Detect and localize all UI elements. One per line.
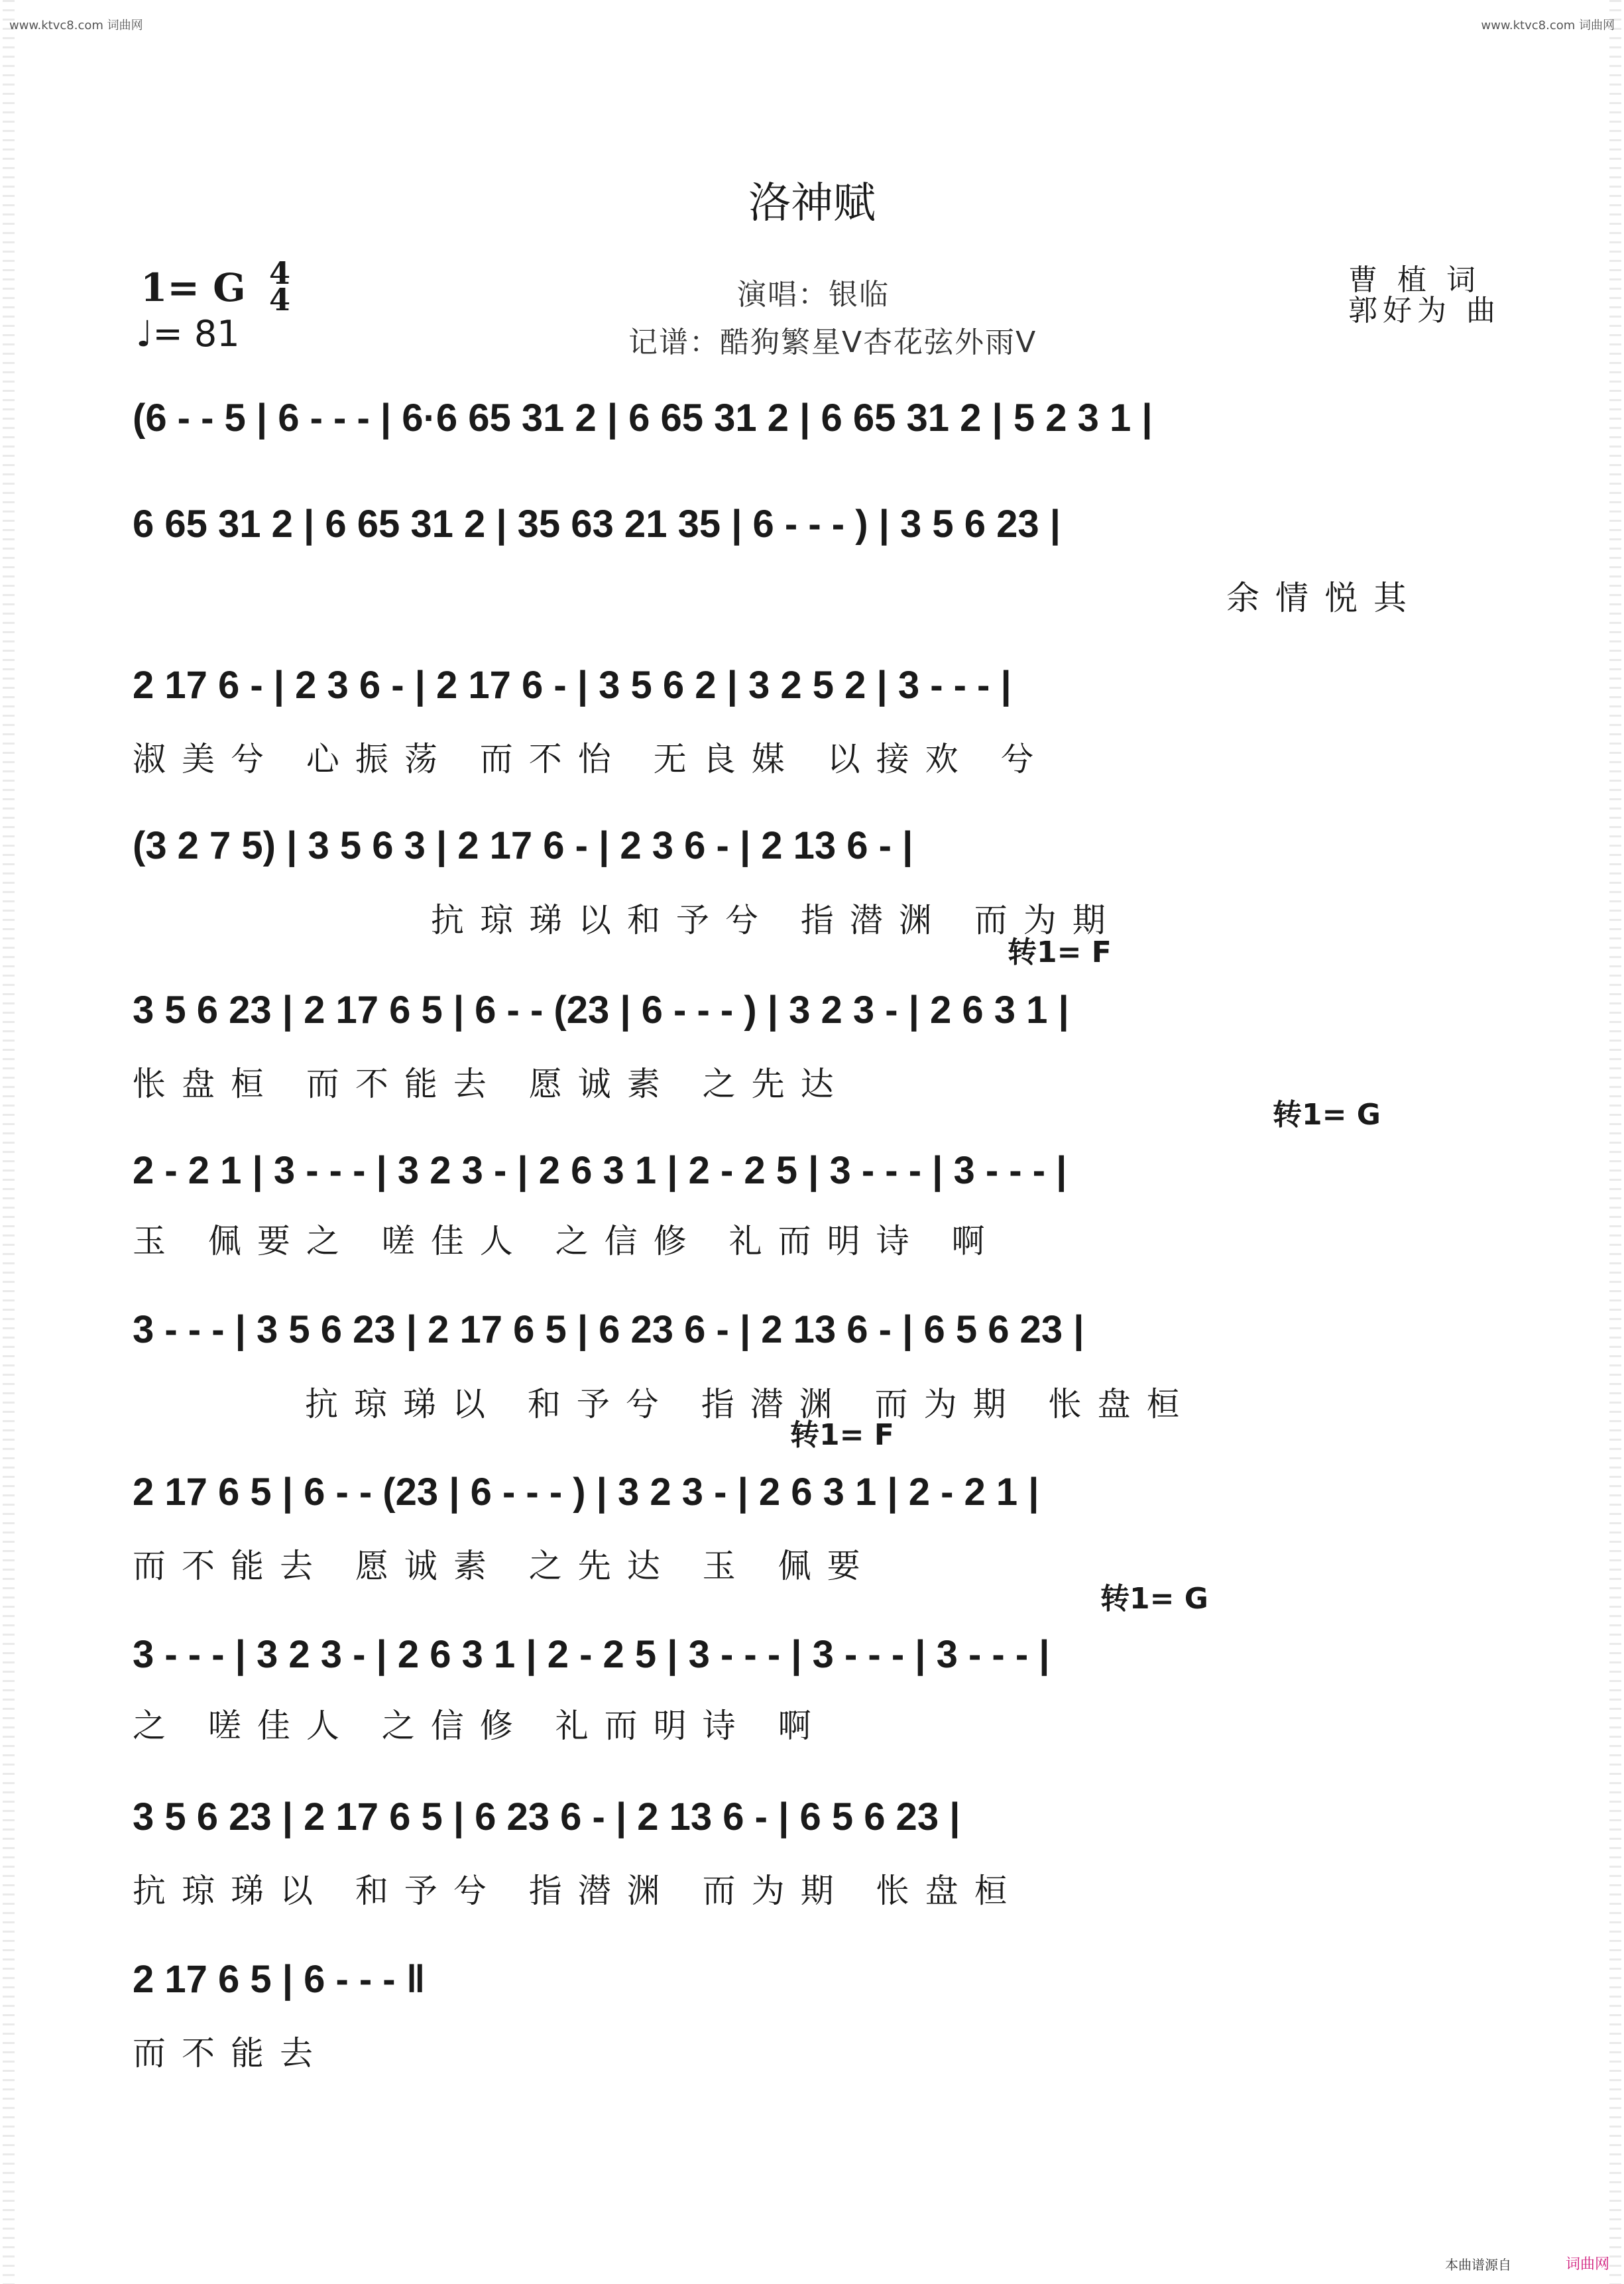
modulation-3: 转1= F [790,1418,894,1452]
right-border-pattern [1609,0,1621,2284]
score-line-1: (6 - - 5 | 6 - - - | 6·6 65 31 2 | 6 65 31 2 | 6 65 31 2 | 5 2 3 1 | [133,396,1153,440]
score-line-2: 6 65 31 2 | 6 65 31 2 | 35 63 21 35 | 6 - - - ) | 3 5 6 23 | [133,502,1061,546]
lyric-line-7: 抗琼珶以 和予兮 指潜渊 而为期 怅盘桓 [305,1385,1196,1423]
score-line-4: (3 2 7 5) | 3 5 6 3 | 2 17 6 - | 2 3 6 - | 2 13 6 - | [133,823,913,867]
score-line-11: 2 17 6 5 | 6 - - - ‖ [133,1957,426,2001]
time-numerator: 4 [268,255,290,291]
lyric-line-3: 淑美兮 心振荡 而不怡 无良媒 以接欢 兮 [133,740,1050,778]
lyric-line-8: 而不能去 愿诚素 之先达 玉 佩要 [133,1547,876,1585]
score-line-7: 3 - - - | 3 5 6 23 | 2 17 6 5 | 6 23 6 - | 2 13 6 - | 6 5 6 23 | [133,1307,1084,1351]
score-line-9: 3 - - - | 3 2 3 - | 2 6 3 1 | 2 - 2 5 | 3 - - - | 3 - - - | 3 - - - | [133,1632,1050,1676]
lyric-line-10: 抗琼珶以 和予兮 指潜渊 而为期 怅盘桓 [133,1872,1023,1910]
lyric-line-9: 之 嗟佳人 之信修 礼而明诗 啊 [133,1707,827,1745]
notation-credit: 记谱：酷狗繁星V杏花弦外雨V [628,326,1037,359]
modulation-1: 转1= F [1008,935,1112,969]
lyricist-credit: 曹 植 词 [1348,263,1481,297]
score-line-6: 2 - 2 1 | 3 - - - | 3 2 3 - | 2 6 3 1 | 2 - 2 5 | 3 - - - | 3 - - - | [133,1148,1067,1192]
lyric-line-4: 抗琼珶以和予兮 指潜渊 而为期 [431,901,1122,939]
site-label-top-left: www.ktvc8.com 词曲网 [9,19,143,32]
score-line-10: 3 5 6 23 | 2 17 6 5 | 6 23 6 - | 2 13 6 - | 6 5 6 23 | [133,1795,960,1838]
site-label-top-right: www.ktvc8.com 词曲网 [1481,19,1615,32]
lyric-line-6: 玉 佩要之 嗟佳人 之信修 礼而明诗 啊 [133,1222,1001,1260]
modulation-4: 转1= G [1100,1582,1208,1616]
footer-site-label: 词曲网 [1566,2256,1610,2273]
score-line-3: 2 17 6 - | 2 3 6 - | 2 17 6 - | 3 5 6 2 | 3 2 5 2 | 3 - - - | [133,663,1012,707]
time-denominator: 4 [268,282,290,318]
score-line-8: 2 17 6 5 | 6 - - (23 | 6 - - - ) | 3 2 3 - | 2 6 3 1 | 2 - 2 1 | [133,1470,1039,1514]
key-signature: 1= G [141,265,246,310]
singer-credit: 演唱：银临 [737,278,890,312]
lyric-line-2: 余情悦其 [1226,579,1422,617]
tempo-marking: ♩= 81 [136,313,240,355]
composer-credit: 郭好为 曲 [1348,294,1501,328]
modulation-2: 转1= G [1273,1098,1381,1132]
score-line-5: 3 5 6 23 | 2 17 6 5 | 6 - - (23 | 6 - - - ) | 3 2 3 - | 2 6 3 1 | [133,988,1069,1032]
time-signature [262,255,297,318]
song-title: 洛神赋 [748,179,876,228]
lyric-line-5: 怅盘桓 而不能去 愿诚素 之先达 [133,1065,850,1103]
footer-source-label: 本曲谱源自 [1445,2257,1511,2273]
lyric-line-11: 而不能去 [133,2034,329,2073]
left-border-pattern [3,0,15,2284]
